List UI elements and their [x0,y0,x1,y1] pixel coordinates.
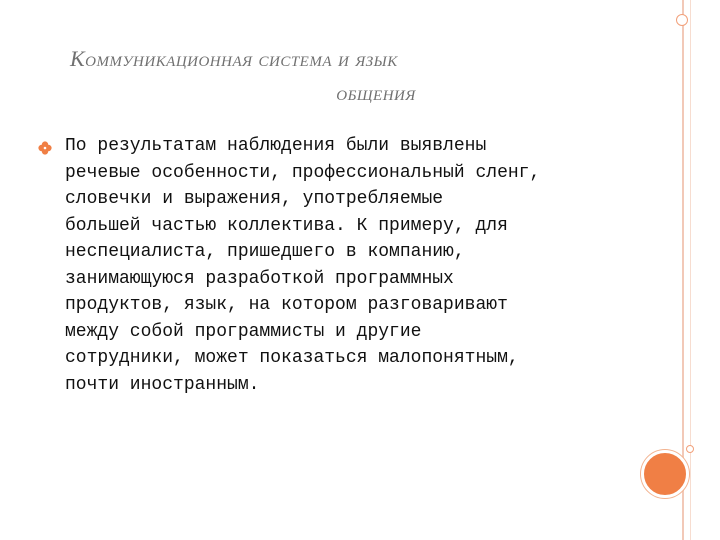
four-leaf-bullet-icon [38,141,52,155]
decorative-circle-top [676,14,688,26]
bullet-text: По результатам наблюдения были выявлены речевые особенности, профессиональный сленг, словечки и выражения, употребляемые большей частью коллектива. К примеру, для неспециалиста, пришедшего в компанию, занимающуюся разработкой программных продуктов, язык, на котором разговаривают между собой программисты и другие сотрудники, может показаться малопонятным, почти иностранным. [65,136,541,395]
decorative-circle-small [686,445,694,453]
decorative-circle-orange [641,450,689,498]
slide-title-line-1: Коммуникационная система и язык [70,46,398,71]
slide-title [60,42,660,110]
slide-title-line-2: общения [336,80,416,105]
decorative-edge-line-inner [690,0,691,540]
